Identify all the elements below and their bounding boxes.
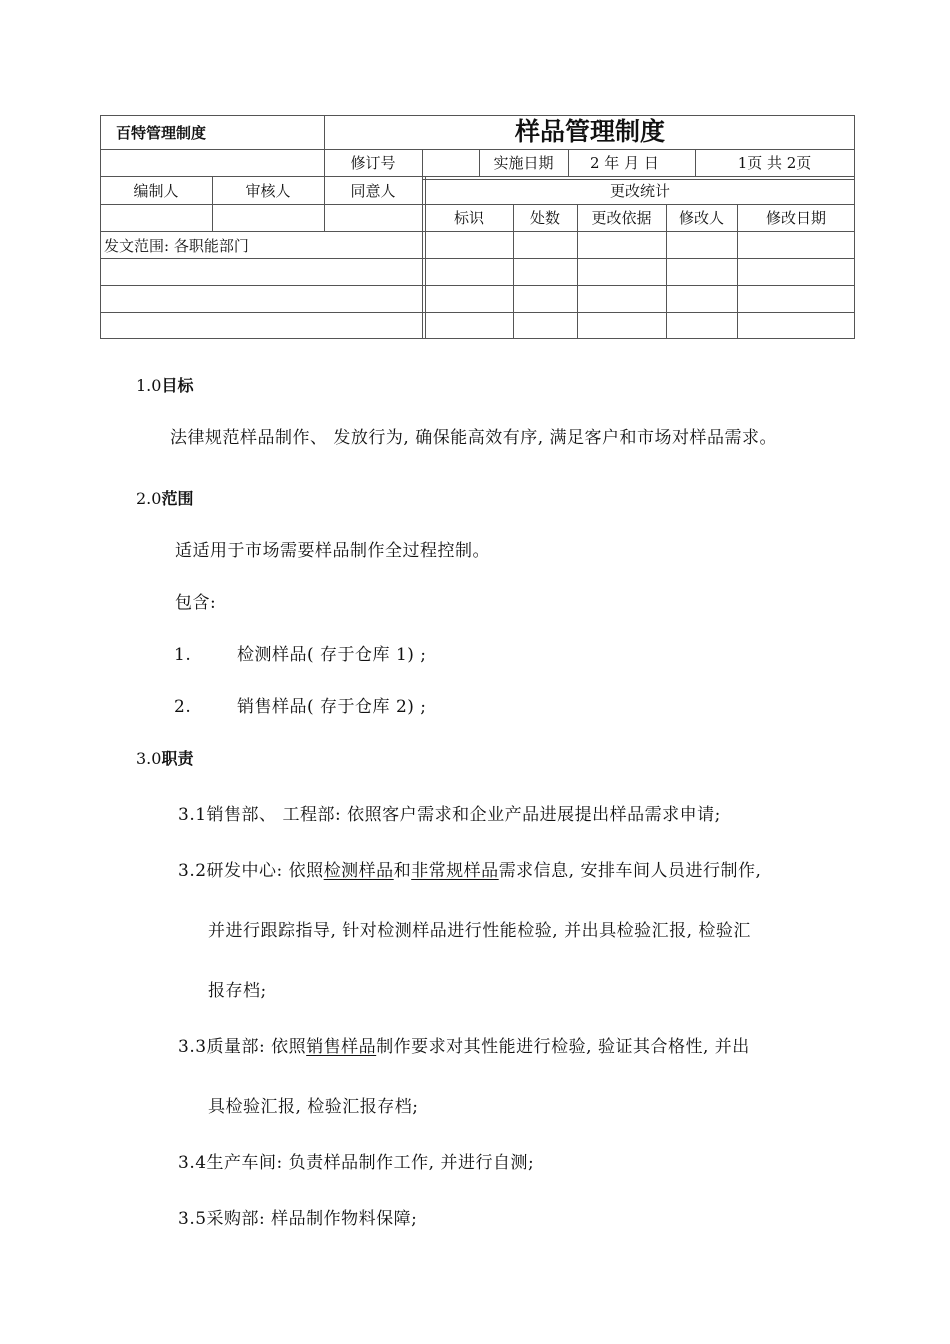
- section-3-heading: [136, 749, 193, 769]
- scope-item-1-text: 检测样品( 存于仓库 1) ;: [237, 645, 427, 665]
- section-2-include-label: 包含:: [175, 593, 217, 613]
- duty-3-3-text-post: 制作要求对其性能进行检验, 验证其合格性, 并出: [376, 1037, 750, 1057]
- section-3-title: 职责: [161, 749, 194, 768]
- duty-3-2: [178, 861, 761, 881]
- duty-3-2-number: 3.2: [178, 861, 207, 881]
- duty-3-4: [178, 1153, 534, 1173]
- duty-3-4-number: 3.4: [178, 1153, 207, 1173]
- duty-3-1: [178, 805, 721, 825]
- nonstandard-sample-term: 非常规样品: [411, 861, 499, 881]
- reviewer-label: 审核人: [245, 182, 291, 200]
- duty-3-1-number: 3.1: [178, 805, 207, 825]
- duty-3-3-text-pre: 质量部: 依照: [206, 1037, 307, 1057]
- scope-item-2-text: 销售样品( 存于仓库 2) ;: [237, 697, 427, 717]
- sales-sample-term: 销售样品: [306, 1037, 377, 1057]
- duty-3-1-text: 销售部、 工程部: 依照客户需求和企业产品进展提出样品需求申请;: [206, 805, 721, 825]
- duty-3-2-line-3: 报存档;: [208, 981, 267, 1001]
- section-1-heading: [136, 376, 193, 396]
- section-1-title: 目标: [161, 376, 194, 395]
- effective-date-label: 实施日期: [493, 154, 554, 172]
- duty-3-5: [178, 1209, 417, 1229]
- company-name: 百特管理制度: [115, 124, 206, 142]
- page-info: 1页 共 2页: [737, 154, 812, 172]
- change-col-count: 处数: [529, 209, 560, 227]
- section-3-number: 3.0: [136, 749, 162, 768]
- approver-label: 同意人: [350, 182, 396, 200]
- scope-item-1-number: 1.: [174, 645, 192, 665]
- change-col-mark: 标识: [453, 209, 484, 227]
- duty-3-3-line-2: 具检验汇报, 检验汇报存档;: [208, 1097, 419, 1117]
- duty-3-5-text: 采购部: 样品制作物料保障;: [206, 1209, 418, 1229]
- duty-3-3-number: 3.3: [178, 1037, 207, 1057]
- duty-3-4-text: 生产车间: 负责样品制作工作, 并进行自测;: [206, 1153, 535, 1173]
- document-title: 样品管理制度: [514, 117, 665, 146]
- duty-3-3: [178, 1037, 750, 1057]
- effective-date-value: 2 年 月 日: [590, 154, 659, 172]
- section-2-text: 适适用于市场需要样品制作全过程控制。: [175, 541, 490, 561]
- duty-3-2-text-mid: 和: [393, 861, 412, 881]
- section-2-heading: [136, 489, 193, 509]
- duty-3-2-line-2: 并进行跟踪指导, 针对检测样品进行性能检验, 并出具检验汇报, 检验汇: [208, 921, 751, 941]
- duty-3-5-number: 3.5: [178, 1209, 207, 1229]
- change-col-basis: 更改依据: [591, 209, 652, 227]
- change-col-date: 修改日期: [765, 209, 826, 227]
- change-col-modifier: 修改人: [678, 209, 724, 227]
- section-1-text: 法律规范样品制作、 发放行为, 确保能高效有序, 满足客户和市场对样品需求。: [170, 428, 778, 448]
- duty-3-2-text-post: 需求信息, 安排车间人员进行制作,: [498, 861, 762, 881]
- inspection-sample-term: 检测样品: [323, 861, 394, 881]
- duty-3-2-text-pre: 研发中心: 依照: [206, 861, 324, 881]
- change-stats-label: 更改统计: [609, 182, 670, 200]
- distribution-scope: 发文范围: 各职能部门: [104, 237, 249, 255]
- section-1-number: 1.0: [136, 376, 162, 395]
- section-2-title: 范围: [161, 489, 194, 508]
- scope-item-2-number: 2.: [174, 697, 192, 717]
- revision-label: 修订号: [350, 154, 396, 172]
- section-2-number: 2.0: [136, 489, 162, 508]
- editor-label: 编制人: [133, 182, 179, 200]
